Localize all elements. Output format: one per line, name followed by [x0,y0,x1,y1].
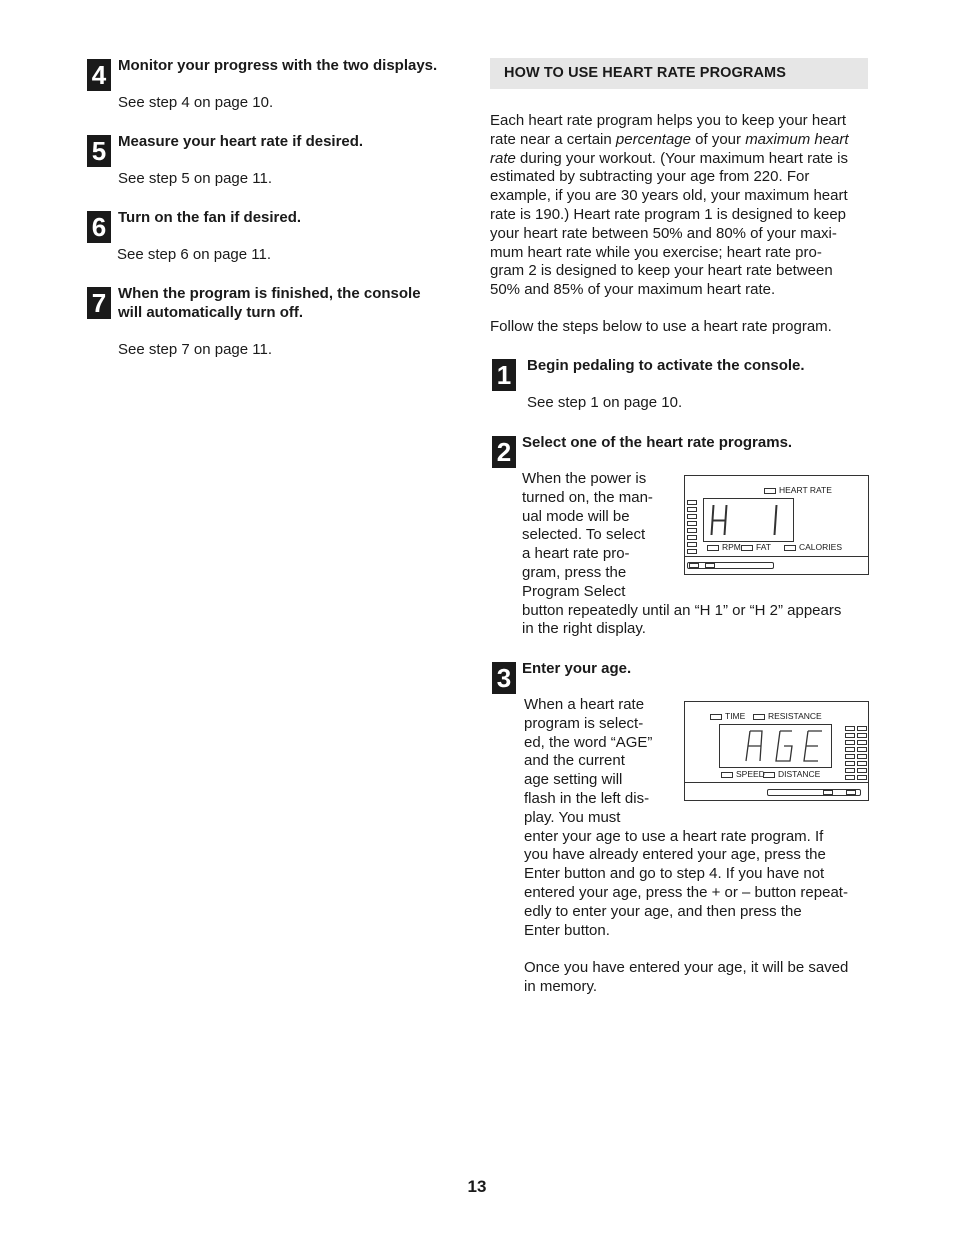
step-number-badge: 3 [492,662,516,694]
text-line: When a heart rate [524,696,645,713]
step-number-badge: 4 [87,59,111,91]
step-title: Select one of the heart rate programs. [522,434,793,451]
text-line: play. You must [524,808,621,826]
intro-line: 50% and 85% of your maximum heart rate. [490,281,776,299]
text-line: Enter button and go to step 4. If you have not [524,865,825,883]
text-line: ed, the word “AGE” [524,733,653,751]
text-line: Once you have entered your age, it will be saved [524,959,849,977]
resistance-label: RESISTANCE [753,711,822,721]
fat-label: FAT [741,542,771,552]
intro-fragment: of your [695,130,742,148]
text-line: Program Select [522,582,626,600]
follow-text: Follow the steps below to use a heart rate program. [490,318,832,335]
text-line: you have already entered your age, press the [524,846,826,864]
button-illustration [705,563,715,568]
step-number-badge: 6 [87,211,111,243]
text-line: and the current [524,752,625,770]
calories-label: CALORIES [784,542,842,552]
intro-line [490,131,870,150]
intro-fragment: rate near a certain [490,130,612,148]
text-line: flash in the left dis- [524,789,650,807]
text-line: in memory. [524,977,598,995]
text-line: selected. To select [522,526,646,544]
step-title-line: When the program is finished, the console [118,285,421,302]
bar-meter-icon [845,726,855,782]
step-title: Enter your age. [522,660,632,677]
bar-meter-icon [687,500,697,556]
step-title: Turn on the fan if desired. [118,209,302,226]
section-header [490,58,868,89]
step-number-badge: 2 [492,436,516,468]
divider [685,556,868,557]
intro-fragment: during your workout. (Your maximum heart rate is [520,149,848,167]
step-number-badge: 7 [87,287,111,319]
page-number: 13 [467,1177,487,1196]
divider [685,782,868,783]
text-line: gram, press the [522,563,627,581]
text-line: in the right display. [522,620,646,638]
speed-label: SPEED [721,769,765,779]
intro-line: your heart rate between 50% and 80% of your maxi- [490,224,837,242]
intro-line: Each heart rate program helps you to keep your heart [490,112,847,129]
intro-italic: percentage [615,130,691,148]
intro-line: rate is 190.) Heart rate program 1 is designed to keep [490,205,847,223]
text-line: a heart rate pro- [522,545,630,563]
text-line: turned on, the man- [522,488,653,506]
text-line: Enter button. [524,921,610,939]
intro-paragraph [490,112,870,300]
h1-segment-icon [704,499,793,541]
intro-line: estimated by subtracting your age from 220. For [490,168,810,186]
heart-rate-label: HEART RATE [764,485,832,495]
time-label: TIME [710,711,745,721]
console-right-display-illustration [684,475,869,575]
button-illustration [823,790,833,795]
text-line: age setting will [524,771,623,789]
intro-italic: rate [490,149,516,167]
text-line: edly to enter your age, and then press the [524,902,802,920]
step-title: Measure your heart rate if desired. [118,133,364,150]
rpm-label: RPM [707,542,741,552]
intro-italic: maximum heart [745,130,849,148]
step-title-line: will automatically turn off. [118,304,304,321]
intro-line: mum heart rate while you exercise; heart rate pro- [490,243,822,261]
step-title: Monitor your progress with the two displays. [118,57,438,74]
bar-meter-icon [857,726,867,782]
step-text: See step 6 on page 11. [117,246,272,263]
section-header-text: HOW TO USE HEART RATE PROGRAMS [504,65,786,81]
intro-line: example, if you are 30 years old, your maximum heart [490,187,848,205]
step-text: See step 4 on page 10. [118,94,274,111]
step-text: See step 7 on page 11. [118,341,273,358]
step-number-badge: 1 [492,359,516,391]
text-line: entered your age, press the + or – button repeat- [524,883,848,901]
distance-label: DISTANCE [763,769,820,779]
text-line: When the power is [522,470,647,487]
intro-line [490,150,870,169]
age-segment-icon [720,725,831,767]
text-line: button repeatedly until an “H 1” or “H 2” appears [522,601,842,619]
step-text: See step 5 on page 11. [118,170,273,187]
slot-illustration [687,562,774,569]
step-number-badge: 5 [87,135,111,167]
text-line: ual mode will be [522,507,630,525]
text-line: program is select- [524,714,644,732]
lcd-window [719,724,832,768]
text-line: enter your age to use a heart rate program. If [524,827,824,845]
button-illustration [846,790,856,795]
console-left-display-illustration [684,701,869,801]
intro-line: gram 2 is designed to keep your heart rate between [490,262,833,280]
step-text: See step 1 on page 10. [527,394,683,411]
step-title: Begin pedaling to activate the console. [527,357,805,374]
button-illustration [689,563,699,568]
lcd-window [703,498,794,542]
